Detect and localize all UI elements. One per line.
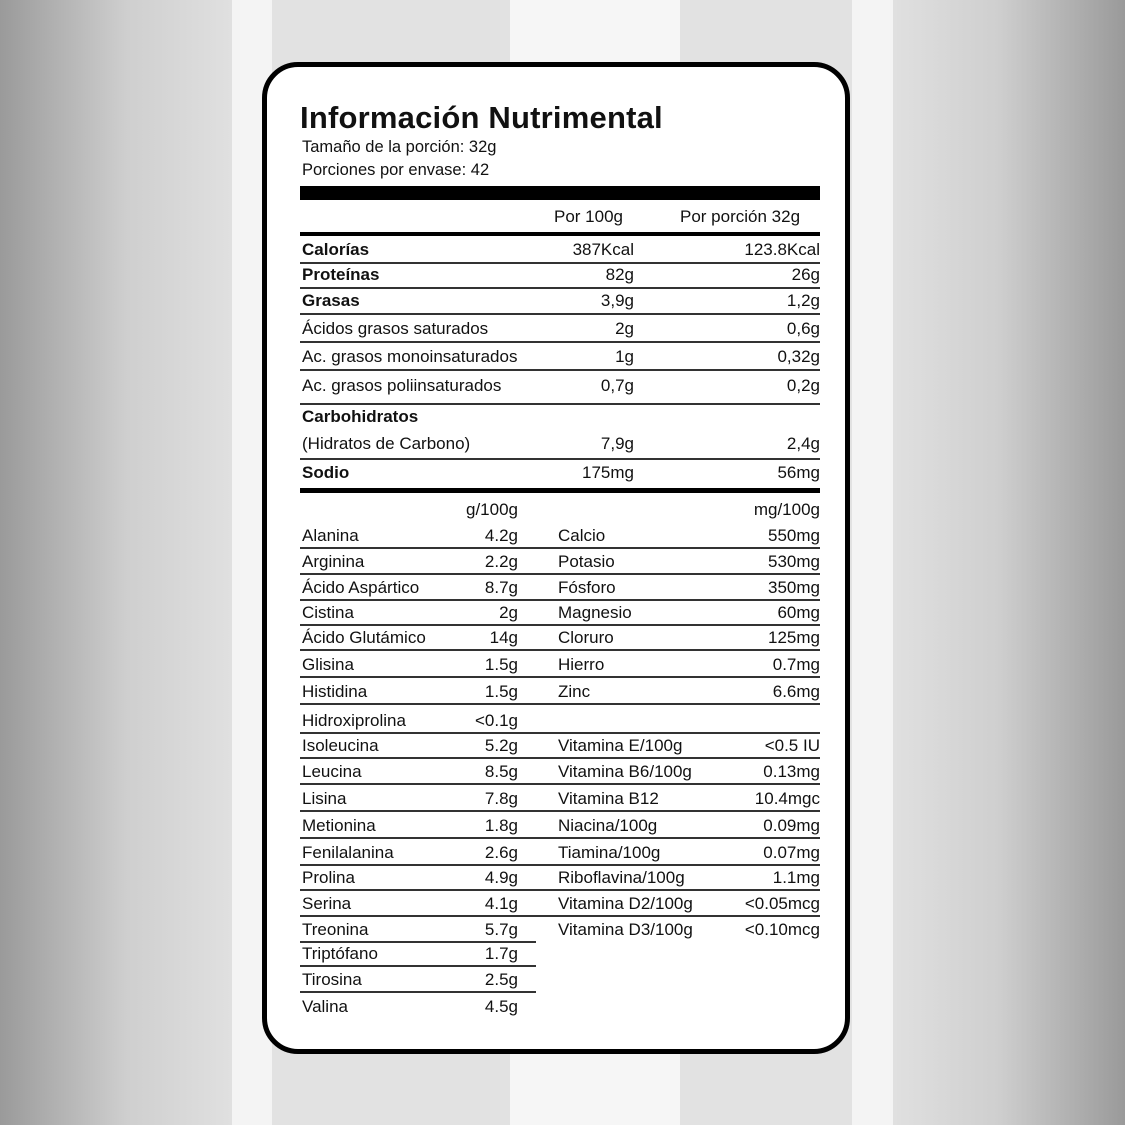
amino-row-divider — [300, 547, 820, 549]
amino-row-divider — [300, 941, 536, 943]
nutrient-per-100g: 2g — [615, 319, 634, 338]
amino-acid-name: Leucina — [302, 762, 362, 781]
vitamin-value: 0.13mg — [763, 762, 820, 781]
mineral-value: 125mg — [768, 628, 820, 647]
vitamin-name: Niacina/100g — [558, 816, 658, 835]
vitamin-value: 10.4mgc — [754, 789, 820, 808]
mineral-name: Cloruro — [558, 628, 614, 647]
amino-acid-name: Fenilalanina — [302, 843, 394, 862]
amino-acid-value: 2.2g — [484, 552, 518, 571]
vitamin-name: Vitamina D2/100g — [558, 894, 693, 913]
amino-acid-value: 4.1g — [484, 894, 518, 913]
mineral-value: 60mg — [777, 603, 820, 622]
amino-acid-value: 4.9g — [484, 868, 518, 887]
vitamin-value: <0.10mcg — [744, 920, 820, 939]
vitamin-value: <0.5 IU — [764, 736, 820, 755]
amino-acid-value: 5.7g — [484, 920, 518, 939]
amino-acid-name: Isoleucina — [302, 736, 379, 755]
mineral-value: 350mg — [768, 578, 820, 597]
background-right — [893, 0, 1125, 1125]
amino-acid-value: 1.7g — [484, 944, 518, 963]
nutrient-per-100g: 3,9g — [600, 291, 634, 310]
nutrient-row-divider — [300, 262, 820, 264]
nutrient-per-100g: 1g — [615, 347, 634, 366]
divider-header — [300, 232, 820, 236]
amino-row-divider — [300, 599, 820, 601]
amino-acid-name: Histidina — [302, 682, 368, 701]
nutrient-row-divider — [300, 403, 820, 405]
amino-acid-value: 2.5g — [484, 970, 518, 989]
serving-size: Tamaño de la porción: 32g — [302, 138, 497, 156]
sodium-name: Sodio — [302, 463, 350, 482]
amino-acid-value: 1.5g — [484, 682, 518, 701]
amino-acid-name: Lisina — [302, 789, 347, 808]
mineral-name: Potasio — [558, 552, 615, 571]
background-left — [0, 0, 232, 1125]
nutrient-name: Calorías — [302, 240, 370, 259]
servings-per-container: Porciones por envase: 42 — [302, 161, 490, 179]
nutrient-per-serving: 0,32g — [777, 347, 820, 366]
mineral-value: 0.7mg — [772, 655, 820, 674]
amino-row-divider — [300, 649, 820, 651]
thick-divider-top — [300, 186, 820, 200]
mineral-value: 6.6mg — [772, 682, 820, 701]
amino-acid-value: 5.2g — [484, 736, 518, 755]
nutrient-per-100g: 82g — [605, 265, 634, 284]
amino-acid-value: 4.5g — [484, 997, 518, 1016]
amino-acid-value: 4.2g — [484, 526, 518, 545]
amino-acid-value: 7.8g — [484, 789, 518, 808]
amino-acid-value: <0.1g — [474, 711, 518, 730]
amino-acid-name: Glisina — [302, 655, 354, 674]
amino-acid-value: 14g — [489, 628, 518, 647]
vitamin-name: Vitamina D3/100g — [558, 920, 693, 939]
amino-row-divider — [300, 810, 820, 812]
vitamin-name: Vitamina E/100g — [558, 736, 683, 755]
amino-acid-name: Tirosina — [302, 970, 362, 989]
amino-row-divider — [300, 783, 820, 785]
vitamin-value: 0.09mg — [763, 816, 820, 835]
amino-row-divider — [300, 573, 820, 575]
mineral-name: Calcio — [558, 526, 606, 545]
nutrient-row-divider — [300, 313, 820, 315]
amino-acid-name: Cistina — [302, 603, 354, 622]
carbs-per-100g: 7,9g — [600, 434, 634, 453]
header-per-serving: Por porción 32g — [680, 207, 801, 226]
mineral-name: Magnesio — [558, 603, 632, 622]
amino-row-divider — [300, 703, 820, 705]
sodium-per-serving: 56mg — [777, 463, 820, 482]
amino-acid-value: 1.8g — [484, 816, 518, 835]
amino-acid-name: Prolina — [302, 868, 355, 887]
vitamin-name: Tiamina/100g — [558, 843, 661, 862]
amino-row-divider — [300, 837, 820, 839]
carbs-per-serving: 2,4g — [786, 434, 820, 453]
nutrient-per-serving: 26g — [791, 265, 820, 284]
amino-acid-name: Triptófano — [302, 944, 378, 963]
nutrient-name: Ácidos grasos saturados — [302, 319, 489, 338]
amino-acid-value: 1.5g — [484, 655, 518, 674]
mineral-value: 530mg — [768, 552, 820, 571]
amino-acid-name: Valina — [302, 997, 348, 1016]
amino-acid-value: 8.7g — [484, 578, 518, 597]
nutrient-per-100g: 387Kcal — [572, 240, 634, 259]
amino-row-divider — [300, 732, 820, 734]
divider-carbs — [300, 458, 820, 460]
amino-row-divider — [300, 624, 820, 626]
nutrient-name: Grasas — [302, 291, 360, 310]
nutrient-per-100g: 0,7g — [600, 376, 634, 395]
carbs-title: Carbohidratos — [302, 407, 419, 426]
vitamin-name: Riboflavina/100g — [558, 868, 685, 887]
header-per-100g: Por 100g — [554, 207, 623, 226]
amino-header: g/100g — [466, 500, 518, 519]
carbs-name: (Hidratos de Carbono) — [302, 434, 471, 453]
amino-acid-name: Ácido Aspártico — [302, 578, 420, 597]
nutrient-row-divider — [300, 341, 820, 343]
amino-row-divider — [300, 889, 820, 891]
amino-acid-name: Treonina — [302, 920, 369, 939]
amino-row-divider — [300, 991, 536, 993]
mineral-name: Hierro — [558, 655, 605, 674]
amino-acid-value: 2.6g — [484, 843, 518, 862]
amino-row-divider — [300, 864, 820, 866]
amino-acid-name: Alanina — [302, 526, 359, 545]
amino-acid-name: Metionina — [302, 816, 376, 835]
nutrient-name: Ac. grasos monoinsaturados — [302, 347, 518, 366]
amino-acid-value: 8.5g — [484, 762, 518, 781]
mineral-name: Fósforo — [558, 578, 616, 597]
nutrient-name: Proteínas — [302, 265, 380, 284]
nutrient-per-serving: 0,6g — [786, 319, 820, 338]
sodium-per-100g: 175mg — [582, 463, 634, 482]
amino-acid-name: Ácido Glutámico — [302, 628, 426, 647]
amino-row-divider — [300, 676, 820, 678]
label-title: Información Nutrimental — [300, 100, 663, 135]
nutrient-per-serving: 0,2g — [786, 376, 820, 395]
nutrient-name: Ac. grasos poliinsaturados — [302, 376, 502, 395]
mineral-header: mg/100g — [753, 500, 820, 519]
amino-row-divider — [300, 915, 820, 917]
nutrient-per-serving: 123.8Kcal — [744, 240, 820, 259]
mineral-name: Zinc — [558, 682, 591, 701]
mineral-value: 550mg — [768, 526, 820, 545]
amino-acid-value: 2g — [499, 603, 518, 622]
vitamin-value: <0.05mcg — [744, 894, 820, 913]
vitamin-value: 0.07mg — [763, 843, 820, 862]
thick-divider-middle — [300, 488, 820, 493]
nutrient-row-divider — [300, 287, 820, 289]
amino-acid-name: Hidroxiprolina — [302, 711, 406, 730]
vitamin-name: Vitamina B12 — [558, 789, 659, 808]
amino-row-divider — [300, 965, 536, 967]
vitamin-value: 1.1mg — [772, 868, 820, 887]
amino-acid-name: Arginina — [302, 552, 365, 571]
nutrient-per-serving: 1,2g — [786, 291, 820, 310]
vitamin-name: Vitamina B6/100g — [558, 762, 692, 781]
amino-row-divider — [300, 757, 820, 759]
amino-acid-name: Serina — [302, 894, 352, 913]
nutrient-row-divider — [300, 369, 820, 371]
